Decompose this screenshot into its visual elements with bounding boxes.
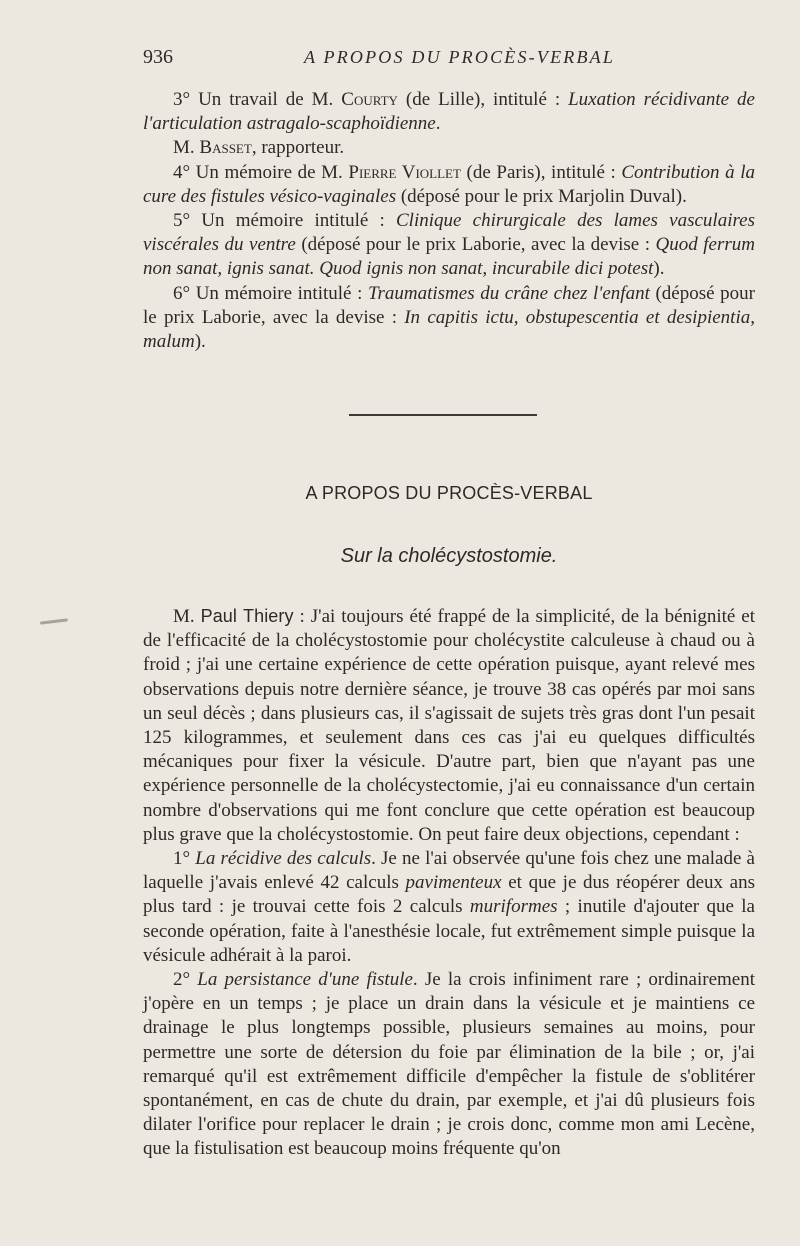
- emphasis-term: muriformes: [469, 896, 558, 918]
- text-fragment: ).: [194, 331, 206, 353]
- text-fragment: 4° Un mémoire de M.: [173, 161, 349, 183]
- paragraph-text: . Je la crois infiniment rare ; ordinairement j'opère en un temps ; je place un drain dans la vésicule et je maintiens ce drainage le plus longtemps possible, plusieurs semaines au moins, pour permettre une sorte de détersion du foie par élimination de la bile ; or, j'ai remarqué qu'il est extrêmement difficile d'empêcher la fistule de s'oblitérer spontanément, en cas de chute du drain, par exemple, et j'ai dû plusieurs fois dilater l'orifice pour replacer le drain ; je crois donc, comme mon ami Lecène, que la fistulisation est beaucoup moins fréquente qu'on: [143, 969, 755, 1160]
- paragraph-text: ; inutile d'ajouter que la seconde opération, faite à l'anesthésie locale, fut extrêmement simple puisque la vésicule adhérait à la paroi.: [143, 896, 755, 966]
- paragraph-text: et que je dus réopérer deux ans plus tard : je trouvai cette fois 2 calculs: [143, 872, 755, 918]
- paragraph-thiery: [143, 604, 755, 847]
- discussion-text: [143, 604, 755, 1162]
- page-header: [143, 42, 756, 72]
- text-fragment: ).: [653, 258, 665, 280]
- text-fragment: (de Paris), intitulé :: [460, 161, 622, 183]
- work-title: Luxation récidivante de l'articulation astragalo-scaphoïdienne: [143, 89, 755, 135]
- work-motto: In capitis ictu, obstupescentia et desipientia, malum: [143, 306, 755, 353]
- text-fragment: 2°: [173, 969, 198, 991]
- text-fragment: , rapporteur.: [251, 137, 345, 159]
- author-name: Courty: [341, 89, 398, 110]
- objection-title: La persistance d'une fistule: [197, 969, 413, 991]
- speaker-name: Paul Thiery: [200, 606, 294, 626]
- work-motto: Quod ferrum non sanat, ignis sanat. Quod ignis non sanat, incurabile dici potest: [143, 234, 755, 280]
- emphasis-term: pavimenteux: [405, 872, 502, 894]
- text-fragment: 3° Un travail de M.: [173, 89, 342, 110]
- rapporteur-name: Basset: [199, 137, 252, 159]
- text-fragment: (déposé pour le prix Laborie, avec la devise :: [143, 282, 755, 328]
- running-head: A PROPOS DU PROCÈS-VERBAL: [303, 47, 616, 67]
- paragraph-text: : J'ai toujours été frappé de la simplicité, de la bénignité et de l'efficacité de la cholécystostomie pour cholécystite calculeuse à chaud ou à froid ; j'ai une certaine expérience de cette opération puisque, ayant relevé mes observations depuis notre dernière séance, je trouve 38 cas opérés par moi sans un seul décès ; dans plusieurs cas, il s'agissait de sujets très gras dont l'un pesait 125 kilogrammes, et seulement dans ces cas j'ai eu quelques difficultés mécaniques pour fixer la vésicule. D'autre part, bien que n'ayant pas une expérience personnelle de la cholécystectomie, j'ai eu connaissance d'un certain nombre d'observations qui me font conclure que cette opération est beaucoup plus grave que la cholécystostomie. On peut faire deux objections, cependant :: [143, 606, 756, 845]
- text-fragment: (de Lille), intitulé :: [397, 89, 569, 110]
- section-divider: [349, 414, 537, 416]
- text-fragment: .: [435, 113, 441, 135]
- work-title: Contribution à la cure des fistules vésico-vaginales: [143, 161, 755, 207]
- paragraph-submission-6: [143, 282, 755, 355]
- text-fragment: (déposé pour le prix Laborie, avec la devise :: [295, 234, 656, 256]
- page-number: 936: [143, 46, 173, 68]
- paragraph-objection-1: [143, 847, 755, 968]
- submissions-list: [143, 88, 755, 354]
- paragraph-submission-3: [143, 88, 755, 136]
- paragraph-rapporteur: [143, 136, 755, 160]
- text-fragment: M.: [173, 606, 201, 627]
- text-fragment: 1°: [173, 848, 196, 870]
- objection-title: La récidive des calculs: [195, 848, 372, 870]
- work-title: Traumatismes du crâne chez l'enfant: [367, 282, 650, 304]
- paragraph-submission-4: [143, 161, 755, 209]
- paragraph-objection-2: [143, 968, 755, 1162]
- work-title: Clinique chirurgicale des lames vasculaires viscérales du ventre: [143, 210, 755, 256]
- text-fragment: M.: [173, 137, 200, 159]
- paragraph-submission-5: [143, 209, 755, 282]
- section-subheading: Sur la cholécystostomie.: [340, 545, 558, 567]
- author-name: Pierre Viollet: [348, 161, 461, 183]
- text-fragment: (déposé pour le prix Marjolin Duval).: [396, 185, 687, 207]
- margin-mark: [40, 618, 68, 624]
- section-heading: A PROPOS DU PROCÈS-VERBAL: [305, 483, 593, 503]
- text-fragment: 5° Un mémoire intitulé :: [173, 210, 396, 232]
- paragraph-text: . Je ne l'ai observée qu'une fois chez une malade à laquelle j'avais enlevé 42 calculs: [143, 848, 755, 894]
- text-fragment: 6° Un mémoire intitulé :: [173, 282, 368, 304]
